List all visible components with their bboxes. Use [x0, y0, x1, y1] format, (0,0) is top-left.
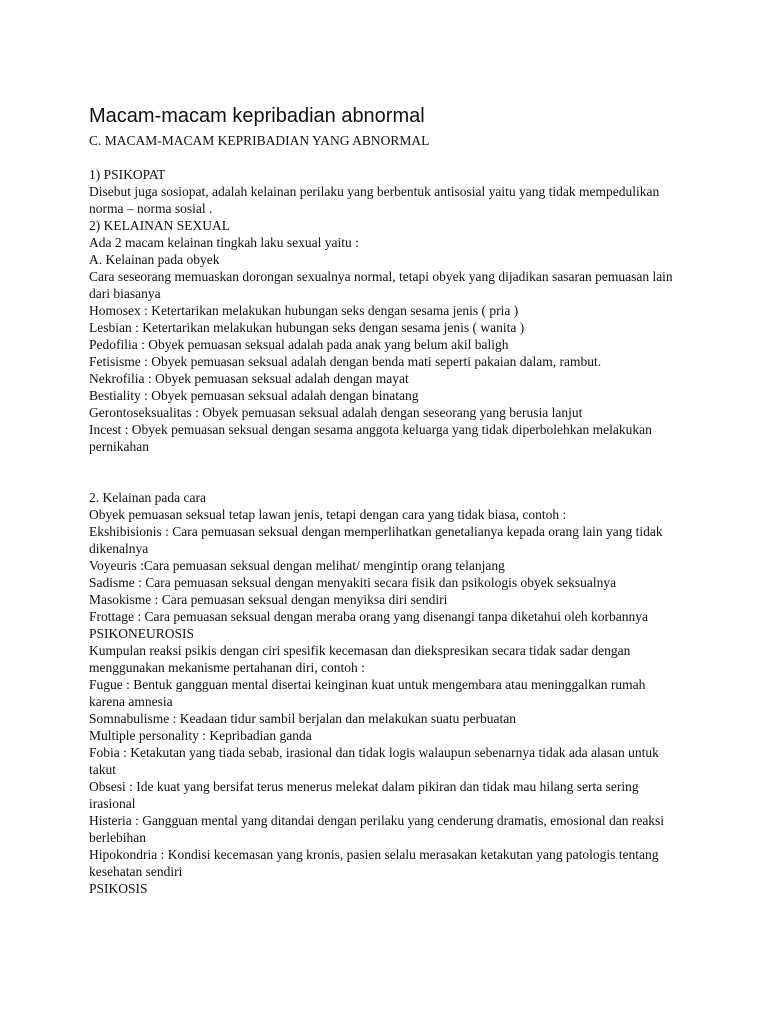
- text-line: Frottage : Cara pemuasan seksual dengan meraba orang yang disenangi tanpa diketahui oleh korbannya: [89, 609, 648, 624]
- section-intro: [89, 132, 679, 149]
- text-line: Homosex : Ketertarikan melakukan hubungan seks dengan sesama jenis ( pria ): [89, 303, 519, 318]
- text-line: 2) KELAINAN SEXUAL: [89, 218, 230, 233]
- text-line: Sadisme : Cara pemuasan seksual dengan menyakiti secara fisik dan psikologis obyek seksualnya: [89, 575, 617, 590]
- text-line: Gerontoseksualitas : Obyek pemuasan seksual adalah dengan seseorang yang berusia lanjut: [89, 405, 583, 420]
- text-line: Nekrofilia : Obyek pemuasan seksual adalah dengan mayat: [89, 371, 409, 386]
- text-line: Obyek pemuasan seksual tetap lawan jenis, tetapi dengan cara yang tidak biasa, contoh :: [89, 507, 567, 522]
- text-line: Cara seseorang memuaskan dorongan sexualnya normal, tetapi obyek yang dijadikan sasaran pemuasan lain dari biasanya: [89, 269, 673, 301]
- text-line: PSIKONEUROSIS: [89, 626, 195, 641]
- text-line: A. Kelainan pada obyek: [89, 252, 220, 267]
- text-line: Pedofilia : Obyek pemuasan seksual adalah pada anak yang belum akil baligh: [89, 337, 509, 352]
- text-line: C. MACAM-MACAM KEPRIBADIAN YANG ABNORMAL: [89, 133, 430, 148]
- text-line: 1) PSIKOPAT: [89, 167, 166, 182]
- document-page: [89, 104, 679, 897]
- text-line: Voyeuris :Cara pemuasan seksual dengan melihat/ mengintip orang telanjang: [89, 558, 505, 573]
- text-line: Fetisisme : Obyek pemuasan seksual adalah dengan benda mati seperti pakaian dalam, rambut.: [89, 354, 602, 369]
- text-line: Kumpulan reaksi psikis dengan ciri spesifik kecemasan dan diekspresikan secara tidak sadar dengan menggunakan mekanisme pertahanan diri, contoh :: [89, 643, 631, 675]
- text-line: Fobia : Ketakutan yang tiada sebab, irasional dan tidak logis walaupun sebenarnya tidak ada alasan untuk takut: [89, 745, 659, 777]
- section-psikopat-and-obyek: [89, 166, 679, 455]
- section-cara-and-psikoneurosis: [89, 489, 679, 897]
- text-line: Obsesi : Ide kuat yang bersifat terus menerus melekat dalam pikiran dan tidak mau hilang serta sering irasional: [89, 779, 639, 811]
- text-line: Ekshibisionis : Cara pemuasan seksual dengan memperlihatkan genetalianya kepada orang lain yang tidak dikenalnya: [89, 524, 663, 556]
- text-line: Incest : Obyek pemuasan seksual dengan sesama anggota keluarga yang tidak diperbolehkan melakukan pernikahan: [89, 422, 652, 454]
- blank-lines: [89, 455, 679, 489]
- text-line: 2. Kelainan pada cara: [89, 490, 206, 505]
- blank-line: [89, 149, 679, 166]
- text-line: Fugue : Bentuk gangguan mental disertai keinginan kuat untuk mengembara atau meninggalkan rumah karena amnesia: [89, 677, 646, 709]
- text-line: Histeria : Gangguan mental yang ditandai dengan perilaku yang cenderung dramatis, emosional dan reaksi berlebihan: [89, 813, 665, 845]
- text-line: Ada 2 macam kelainan tingkah laku sexual yaitu :: [89, 235, 359, 250]
- text-line: Somnabulisme : Keadaan tidur sambil berjalan dan melakukan suatu perbuatan: [89, 711, 516, 726]
- text-line: Lesbian : Ketertarikan melakukan hubungan seks dengan sesama jenis ( wanita ): [89, 320, 525, 335]
- text-line: Hipokondria : Kondisi kecemasan yang kronis, pasien selalu merasakan ketakutan yang patologis tentang kesehatan sendiri: [89, 847, 659, 879]
- text-line: Masokisme : Cara pemuasan seksual dengan menyiksa diri sendiri: [89, 592, 448, 607]
- document-title: Macam-macam kepribadian abnormal: [89, 105, 425, 127]
- text-line: Multiple personality : Kepribadian ganda: [89, 728, 312, 743]
- text-line: Bestiality : Obyek pemuasan seksual adalah dengan binatang: [89, 388, 419, 403]
- text-line: PSIKOSIS: [89, 881, 148, 896]
- text-line: Disebut juga sosiopat, adalah kelainan perilaku yang berbentuk antisosial yaitu yang tidak mempedulikan norma – norma sosial .: [89, 184, 660, 216]
